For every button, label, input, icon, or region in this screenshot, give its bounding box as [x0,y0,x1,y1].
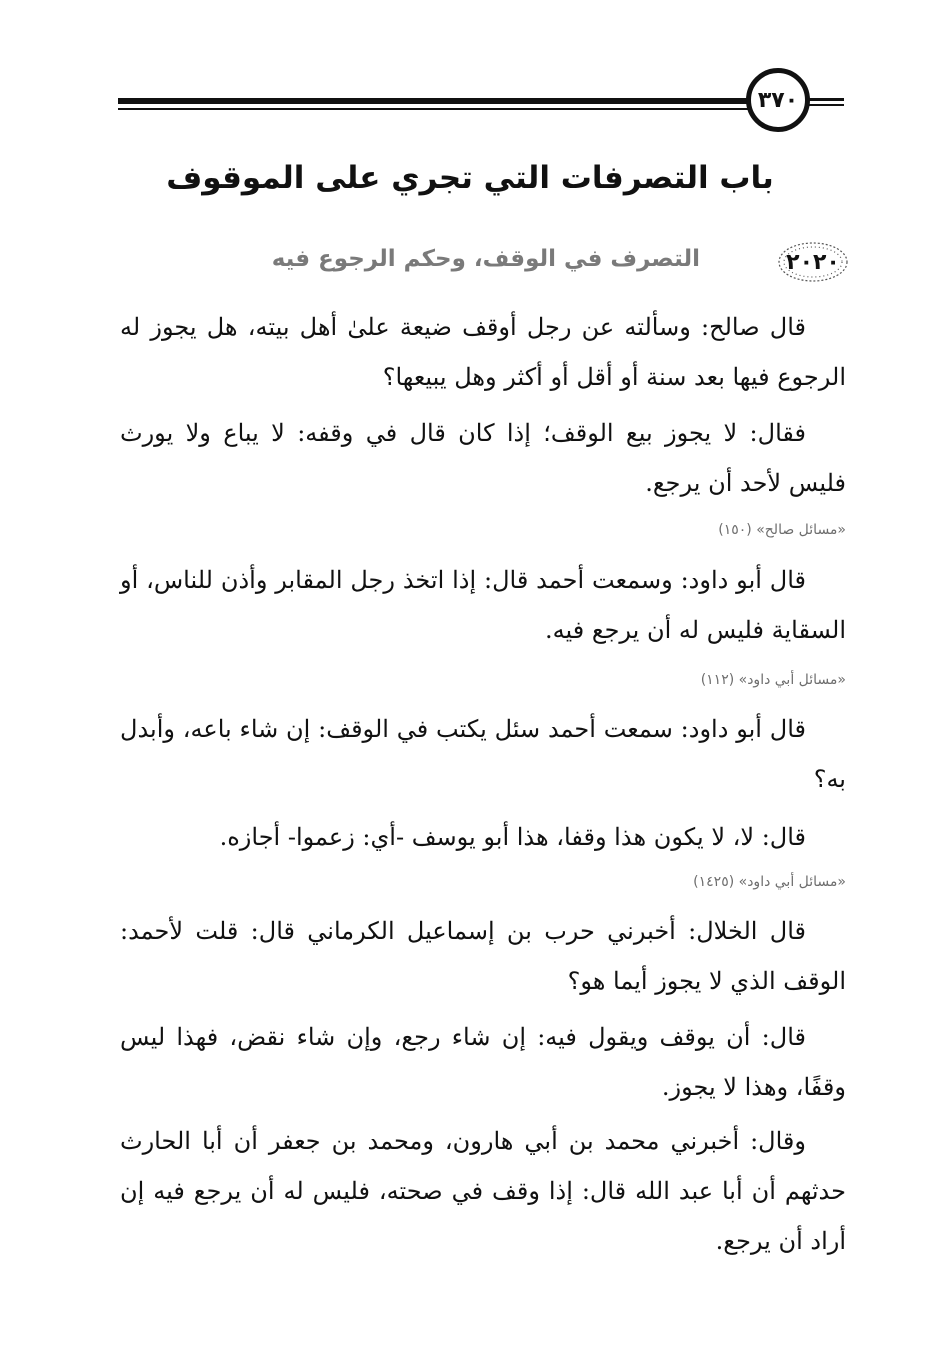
section-number-badge [776,240,850,284]
paragraph-text: قال أبو داود: سمعت أحمد سئل يكتب في الوقف: إن شاء باعه، وأبدل به؟ [120,715,846,793]
paragraph-1 [120,302,846,402]
header-rule-right-thin [808,104,844,106]
section-heading-row [120,240,850,284]
paragraph-5 [120,812,846,862]
paragraph-3 [120,555,846,655]
section-number: ٢٠٢٠ [786,249,840,275]
paragraph-7 [120,1012,846,1112]
paragraph-text: قال الخلال: أخبرني حرب بن إسماعيل الكرماني قال: قلت لأحمد: الوقف الذي لا يجوز أيما هو؟ [120,917,846,995]
paragraph-text: قال أبو داود: وسمعت أحمد قال: إذا اتخذ رجل المقابر وأذن للناس، أو السقاية فليس له أن يرجع فيه. [120,566,846,644]
paragraph-text: قال: لا، لا يكون هذا وقفا، هذا أبو يوسف -أي: زعموا- أجازه. [219,823,806,851]
source-reference: «مسائل أبي داود» (١١٢) [700,672,846,688]
paragraph-2 [120,408,846,508]
source-reference: «مسائل صالح» (١٥٠) [718,522,846,538]
chapter-title: باب التصرفات التي تجري على الموقوف [166,160,774,196]
header-rule-thin [118,108,750,110]
paragraph-text: وقال: أخبرني محمد بن أبي هارون، ومحمد بن جعفر أن أبا الحارث حدثهم أن أبا عبد الله قال: إذا وقف في صحته، فليس له أن يرجع فيه إن أراد أن يرجع. [120,1127,846,1255]
paragraph-text: قال صالح: وسألته عن رجل أوقف ضيعة علىٰ أهل بيته، هل يجوز له الرجوع فيها بعد سنة أو أقل أو أكثر وهل يبيعها؟ [120,313,846,391]
paragraph-8 [120,1116,846,1266]
page-number: ٣٧٠ [746,68,810,132]
header-rule [118,98,750,104]
section-heading: التصرف في الوقف، وحكم الرجوع فيه [271,246,700,272]
paragraph-text: فقال: لا يجوز بيع الوقف؛ إذا كان قال في وقفه: لا يباع ولا يورث فليس لأحد أن يرجع. [120,419,846,497]
paragraph-4 [120,704,846,804]
header-rule-right [808,98,844,101]
paragraph-text: قال: أن يوقف ويقول فيه: إن شاء رجع، وإن شاء نقض، فهذا ليس وقفًا، وهذا لا يجوز. [120,1023,846,1101]
paragraph-6 [120,906,846,1006]
source-reference: «مسائل أبي داود» (١٤٢٥) [693,874,846,890]
